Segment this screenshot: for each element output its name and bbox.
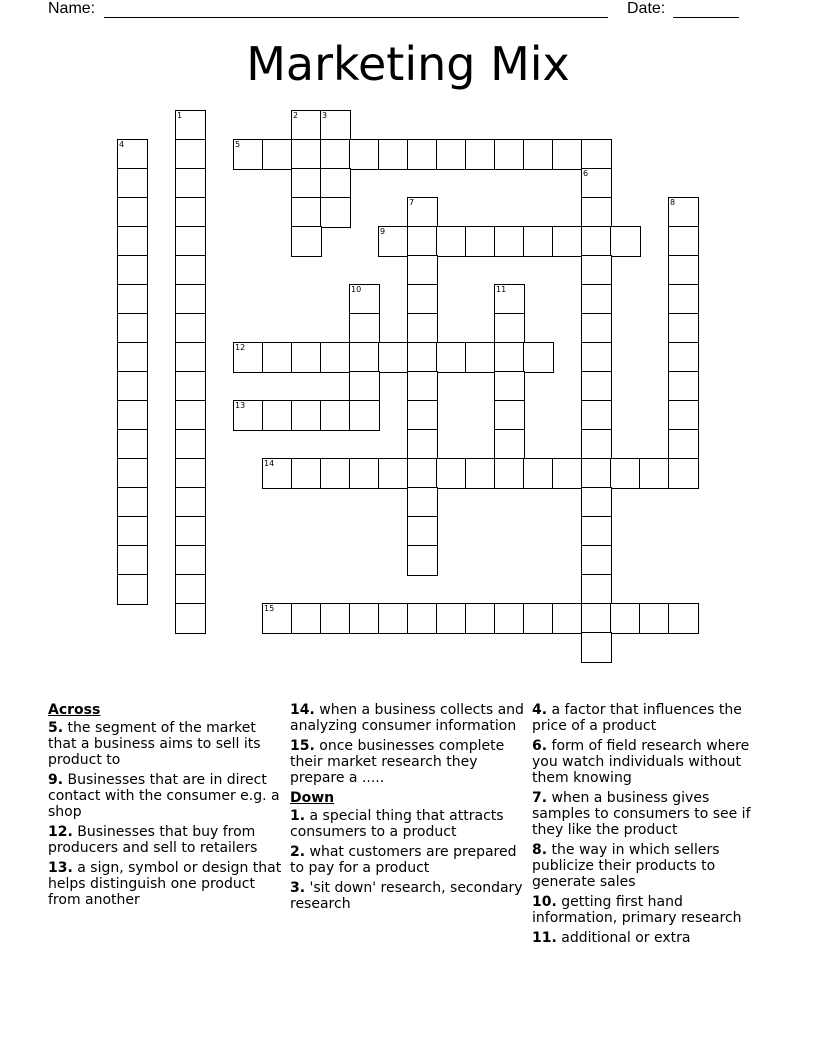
clue-column-3 xyxy=(532,702,768,950)
grid-cell[interactable] xyxy=(407,545,438,576)
down-heading: Down xyxy=(290,790,335,806)
grid-cell[interactable] xyxy=(494,313,525,344)
grid-cell[interactable] xyxy=(233,139,264,170)
grid-cell[interactable] xyxy=(117,545,148,576)
grid-cell[interactable] xyxy=(668,197,699,228)
grid-cell[interactable] xyxy=(407,313,438,344)
grid-cell[interactable] xyxy=(378,603,409,634)
grid-cell[interactable] xyxy=(465,226,496,257)
grid-cell[interactable] xyxy=(175,168,206,199)
grid-cell[interactable] xyxy=(581,197,612,228)
grid-cell[interactable] xyxy=(117,400,148,431)
grid-cell[interactable] xyxy=(175,574,206,605)
grid-cell[interactable] xyxy=(117,197,148,228)
grid-cell[interactable] xyxy=(436,342,467,373)
grid-cell[interactable] xyxy=(378,139,409,170)
clue-number: 1 xyxy=(177,111,183,120)
page-title: Marketing Mix xyxy=(246,37,570,91)
grid-cell[interactable] xyxy=(117,313,148,344)
grid-cell[interactable] xyxy=(552,226,583,257)
grid-cell[interactable] xyxy=(320,110,351,141)
grid-cell[interactable] xyxy=(117,168,148,199)
grid-cell[interactable] xyxy=(117,342,148,373)
grid-cell[interactable] xyxy=(494,603,525,634)
grid-cell[interactable] xyxy=(581,139,612,170)
grid-cell[interactable] xyxy=(349,284,380,315)
grid-cell[interactable] xyxy=(610,226,641,257)
grid-cell[interactable] xyxy=(407,342,438,373)
grid-cell[interactable] xyxy=(494,429,525,460)
grid-cell[interactable] xyxy=(262,603,293,634)
clue-down-11: 11. additional or extra xyxy=(532,930,691,946)
grid-cell[interactable] xyxy=(668,458,699,489)
grid-cell[interactable] xyxy=(523,226,554,257)
grid-cell[interactable] xyxy=(523,139,554,170)
grid-cell[interactable] xyxy=(465,342,496,373)
grid-cell[interactable] xyxy=(494,400,525,431)
grid-cell[interactable] xyxy=(523,458,554,489)
grid-cell[interactable] xyxy=(407,487,438,518)
grid-cell[interactable] xyxy=(320,342,351,373)
grid-cell[interactable] xyxy=(465,603,496,634)
grid-cell[interactable] xyxy=(291,197,322,228)
clue-down-7: 7. when a business gives samples to consumers to see if they like the product xyxy=(532,790,751,838)
grid-cell[interactable] xyxy=(668,429,699,460)
clue-number: 3 xyxy=(322,111,328,120)
grid-cell[interactable] xyxy=(668,255,699,286)
grid-cell[interactable] xyxy=(581,255,612,286)
grid-cell[interactable] xyxy=(291,342,322,373)
grid-cell[interactable] xyxy=(349,313,380,344)
grid-cell[interactable] xyxy=(320,197,351,228)
grid-cell[interactable] xyxy=(436,458,467,489)
grid-cell[interactable] xyxy=(117,284,148,315)
grid-cell[interactable] xyxy=(494,458,525,489)
clue-across-14: 14. when a business collects and analyzing consumer information xyxy=(290,702,524,734)
grid-cell[interactable] xyxy=(175,313,206,344)
grid-cell[interactable] xyxy=(581,284,612,315)
grid-cell[interactable] xyxy=(407,284,438,315)
clue-number: 2 xyxy=(293,111,299,120)
grid-cell[interactable] xyxy=(175,458,206,489)
grid-cell[interactable] xyxy=(117,226,148,257)
grid-cell[interactable] xyxy=(407,197,438,228)
grid-cell[interactable] xyxy=(436,603,467,634)
grid-cell[interactable] xyxy=(262,458,293,489)
grid-cell[interactable] xyxy=(117,139,148,170)
clue-number: 4 xyxy=(119,140,125,149)
grid-cell[interactable] xyxy=(175,139,206,170)
grid-cell[interactable] xyxy=(175,226,206,257)
grid-cell[interactable] xyxy=(320,139,351,170)
grid-cell[interactable] xyxy=(610,603,641,634)
grid-cell[interactable] xyxy=(117,516,148,547)
grid-cell[interactable] xyxy=(668,226,699,257)
clue-down-3: 3. 'sit down' research, secondary research xyxy=(290,880,523,912)
grid-cell[interactable] xyxy=(407,226,438,257)
grid-cell[interactable] xyxy=(175,371,206,402)
grid-cell[interactable] xyxy=(349,400,380,431)
date-label: Date: xyxy=(627,0,666,17)
grid-cell[interactable] xyxy=(291,226,322,257)
grid-cell[interactable] xyxy=(581,371,612,402)
grid-cell[interactable] xyxy=(175,429,206,460)
grid-cell[interactable] xyxy=(581,487,612,518)
clue-number: 9 xyxy=(380,227,386,236)
grid-cell[interactable] xyxy=(320,168,351,199)
grid-cell[interactable] xyxy=(552,458,583,489)
clue-column-2 xyxy=(290,702,526,916)
grid-cell[interactable] xyxy=(523,603,554,634)
grid-cell[interactable] xyxy=(407,400,438,431)
grid-cell[interactable] xyxy=(494,139,525,170)
grid-cell[interactable] xyxy=(175,400,206,431)
grid-cell[interactable] xyxy=(494,342,525,373)
clue-number: 14 xyxy=(264,459,275,468)
clue-number: 6 xyxy=(583,169,589,178)
grid-cell[interactable] xyxy=(639,458,670,489)
grid-cell[interactable] xyxy=(291,110,322,141)
grid-cell[interactable] xyxy=(291,400,322,431)
grid-cell[interactable] xyxy=(523,342,554,373)
grid-cell[interactable] xyxy=(668,342,699,373)
name-label: Name: xyxy=(48,0,96,17)
grid-cell[interactable] xyxy=(668,371,699,402)
grid-cell[interactable] xyxy=(668,400,699,431)
clue-number: 7 xyxy=(409,198,415,207)
clue-number: 8 xyxy=(670,198,676,207)
clue-across-12: 12. Businesses that buy from producers and sell to retailers xyxy=(48,824,258,856)
grid-cell[interactable] xyxy=(407,371,438,402)
grid-cell[interactable] xyxy=(175,284,206,315)
grid-cell[interactable] xyxy=(436,226,467,257)
grid-cell[interactable] xyxy=(349,342,380,373)
grid-cell[interactable] xyxy=(436,139,467,170)
clue-across-9: 9. Businesses that are in direct contact with the consumer e.g. a shop xyxy=(48,772,280,820)
grid-cell[interactable] xyxy=(320,400,351,431)
grid-cell[interactable] xyxy=(407,139,438,170)
grid-cell[interactable] xyxy=(581,458,612,489)
grid-cell[interactable] xyxy=(291,139,322,170)
clue-number: 12 xyxy=(235,343,246,352)
grid-cell[interactable] xyxy=(465,139,496,170)
grid-cell[interactable] xyxy=(233,342,264,373)
grid-cell[interactable] xyxy=(581,342,612,373)
grid-cell[interactable] xyxy=(407,429,438,460)
grid-cell[interactable] xyxy=(117,255,148,286)
grid-cell[interactable] xyxy=(407,603,438,634)
grid-cell[interactable] xyxy=(175,603,206,634)
grid-cell[interactable] xyxy=(378,342,409,373)
grid-cell[interactable] xyxy=(407,458,438,489)
clue-down-8: 8. the way in which sellers publicize their products to generate sales xyxy=(532,842,720,890)
grid-cell[interactable] xyxy=(581,574,612,605)
grid-cell[interactable] xyxy=(581,226,612,257)
grid-cell[interactable] xyxy=(581,545,612,576)
grid-cell[interactable] xyxy=(581,400,612,431)
grid-cell[interactable] xyxy=(552,603,583,634)
grid-cell[interactable] xyxy=(320,458,351,489)
clue-column-1 xyxy=(48,702,284,912)
grid-cell[interactable] xyxy=(291,603,322,634)
grid-cell[interactable] xyxy=(494,284,525,315)
clue-down-4: 4. a factor that influences the price of a product xyxy=(532,702,742,734)
grid-cell[interactable] xyxy=(175,342,206,373)
grid-cell[interactable] xyxy=(175,197,206,228)
grid-cell[interactable] xyxy=(117,429,148,460)
grid-cell[interactable] xyxy=(407,516,438,547)
grid-cell[interactable] xyxy=(610,458,641,489)
grid-cell[interactable] xyxy=(175,487,206,518)
clue-number: 5 xyxy=(235,140,241,149)
grid-cell[interactable] xyxy=(581,516,612,547)
clue-across-5: 5. the segment of the market that a business aims to sell its product to xyxy=(48,720,261,768)
grid-cell[interactable] xyxy=(581,429,612,460)
grid-cell[interactable] xyxy=(291,458,322,489)
grid-cell[interactable] xyxy=(378,226,409,257)
grid-cell[interactable] xyxy=(581,632,612,663)
clue-down-2: 2. what customers are prepared to pay for a product xyxy=(290,844,517,876)
grid-cell[interactable] xyxy=(349,371,380,402)
grid-cell[interactable] xyxy=(349,458,380,489)
clue-down-1: 1. a special thing that attracts consumers to a product xyxy=(290,808,504,840)
grid-cell[interactable] xyxy=(639,603,670,634)
grid-cell[interactable] xyxy=(581,603,612,634)
grid-cell[interactable] xyxy=(175,110,206,141)
grid-cell[interactable] xyxy=(378,458,409,489)
clue-number: 11 xyxy=(496,285,507,294)
grid-cell[interactable] xyxy=(349,139,380,170)
grid-cell[interactable] xyxy=(465,458,496,489)
grid-cell[interactable] xyxy=(668,313,699,344)
grid-cell[interactable] xyxy=(494,371,525,402)
grid-cell[interactable] xyxy=(175,516,206,547)
clue-down-10: 10. getting first hand information, primary research xyxy=(532,894,742,926)
clue-down-6: 6. form of field research where you watch individuals without them knowing xyxy=(532,738,750,786)
grid-cell[interactable] xyxy=(291,168,322,199)
clue-across-13: 13. a sign, symbol or design that helps distinguish one product from another xyxy=(48,860,282,908)
grid-cell[interactable] xyxy=(581,313,612,344)
grid-cell[interactable] xyxy=(494,226,525,257)
grid-cell[interactable] xyxy=(349,603,380,634)
clue-number: 13 xyxy=(235,401,246,410)
grid-cell[interactable] xyxy=(233,400,264,431)
clue-number: 15 xyxy=(264,604,275,613)
grid-cell[interactable] xyxy=(581,168,612,199)
clue-across-15: 15. once businesses complete their market research they prepare a ..... xyxy=(290,738,505,786)
across-heading: Across xyxy=(48,702,101,718)
grid-cell[interactable] xyxy=(117,458,148,489)
grid-cell[interactable] xyxy=(262,139,293,170)
grid-cell[interactable] xyxy=(175,545,206,576)
grid-cell[interactable] xyxy=(262,400,293,431)
grid-cell[interactable] xyxy=(117,487,148,518)
grid-cell[interactable] xyxy=(262,342,293,373)
grid-cell[interactable] xyxy=(668,603,699,634)
grid-cell[interactable] xyxy=(320,603,351,634)
grid-cell[interactable] xyxy=(668,284,699,315)
grid-cell[interactable] xyxy=(407,255,438,286)
grid-cell[interactable] xyxy=(117,371,148,402)
grid-cell[interactable] xyxy=(552,139,583,170)
grid-cell[interactable] xyxy=(175,255,206,286)
grid-cell[interactable] xyxy=(117,574,148,605)
clue-number: 10 xyxy=(351,285,362,294)
